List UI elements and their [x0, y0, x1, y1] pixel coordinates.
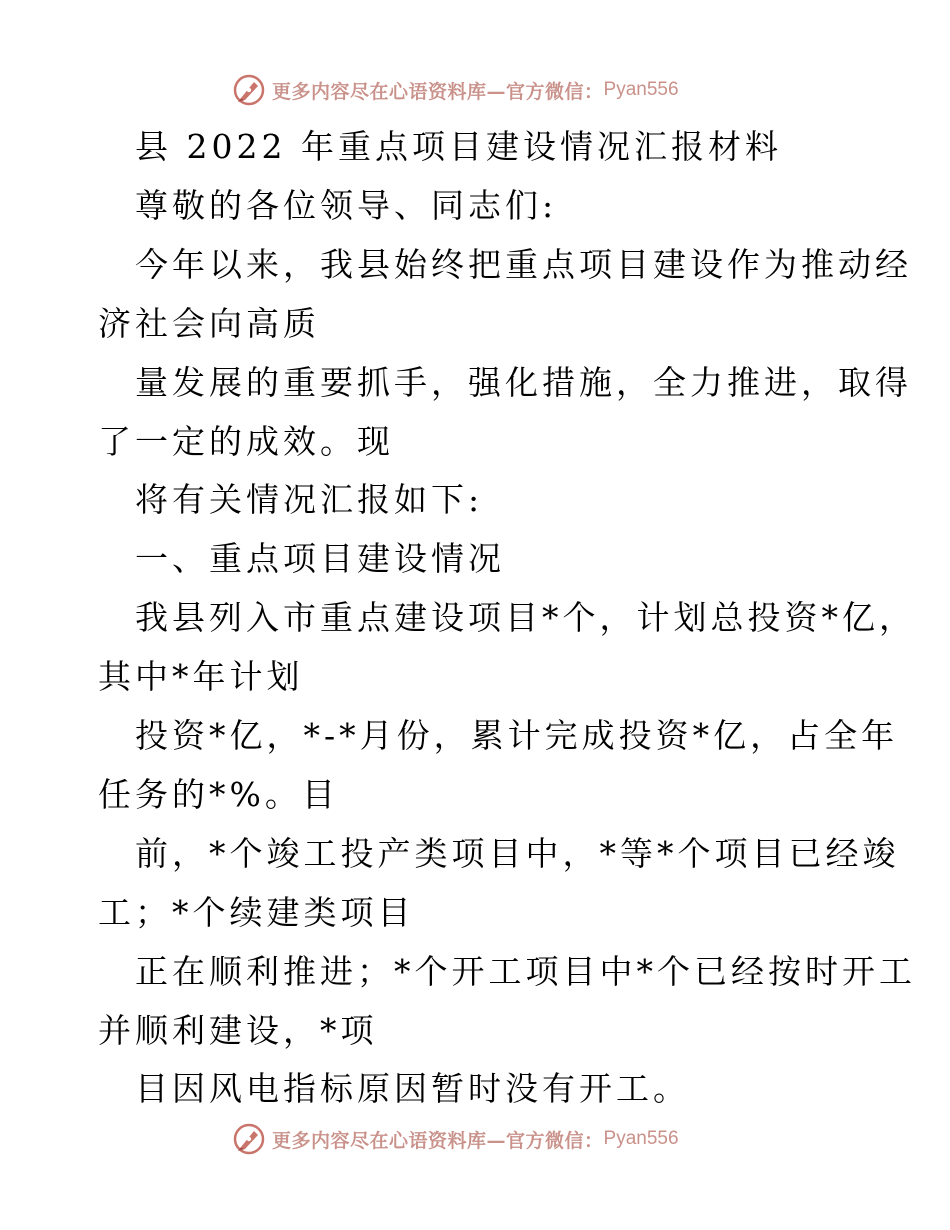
- watermark-text: 更多内容尽在心语资料库—官方微信：: [272, 80, 604, 103]
- watermark-account: Pyan556: [603, 1128, 679, 1149]
- watermark-text: 更多内容尽在心语资料库—官方微信：: [272, 1129, 604, 1152]
- watermark-footer: [232, 1122, 679, 1156]
- pen-logo-icon: [232, 73, 266, 107]
- paragraph-line: 我县列入市重点建设项目*个，计划总投资*亿，: [135, 598, 916, 638]
- paragraph-line: 并顺利建设，*项: [98, 1010, 378, 1050]
- pen-logo-icon: [232, 1122, 266, 1156]
- paragraph-line: 投资*亿，*-*月份，累计完成投资*亿，占全年: [135, 716, 899, 755]
- paragraph-line: 前，*个竣工投产类项目中，*等*个项目已经竣: [135, 833, 900, 873]
- paragraph-line: 济社会向高质: [98, 303, 320, 343]
- watermark-account: Pyan556: [603, 79, 679, 100]
- paragraph-line: 目因风电指标原因暂时没有开工。: [135, 1069, 690, 1109]
- document-title: 县 2022 年重点项目建设情况汇报材料: [135, 127, 782, 166]
- paragraph-line: 任务的*%。目: [98, 774, 339, 814]
- paragraph-line: 一、重点项目建设情况: [135, 539, 505, 579]
- paragraph-line: 了一定的成效。现: [98, 421, 394, 461]
- paragraph-line: 工；*个续建类项目: [98, 892, 415, 932]
- watermark-header: [232, 73, 679, 107]
- paragraph-line: 量发展的重要抓手，强化措施，全力推进，取得: [135, 362, 912, 402]
- paragraph-line: 其中*年计划: [98, 657, 304, 697]
- paragraph-line: 正在顺利推进；*个开工项目中*个已经按时开工: [135, 951, 916, 991]
- paragraph-line: 今年以来，我县始终把重点项目建设作为推动经: [135, 244, 912, 284]
- paragraph-line: 将有关情况汇报如下:: [135, 480, 484, 520]
- paragraph-line: 尊敬的各位领导、同志们:: [135, 185, 558, 225]
